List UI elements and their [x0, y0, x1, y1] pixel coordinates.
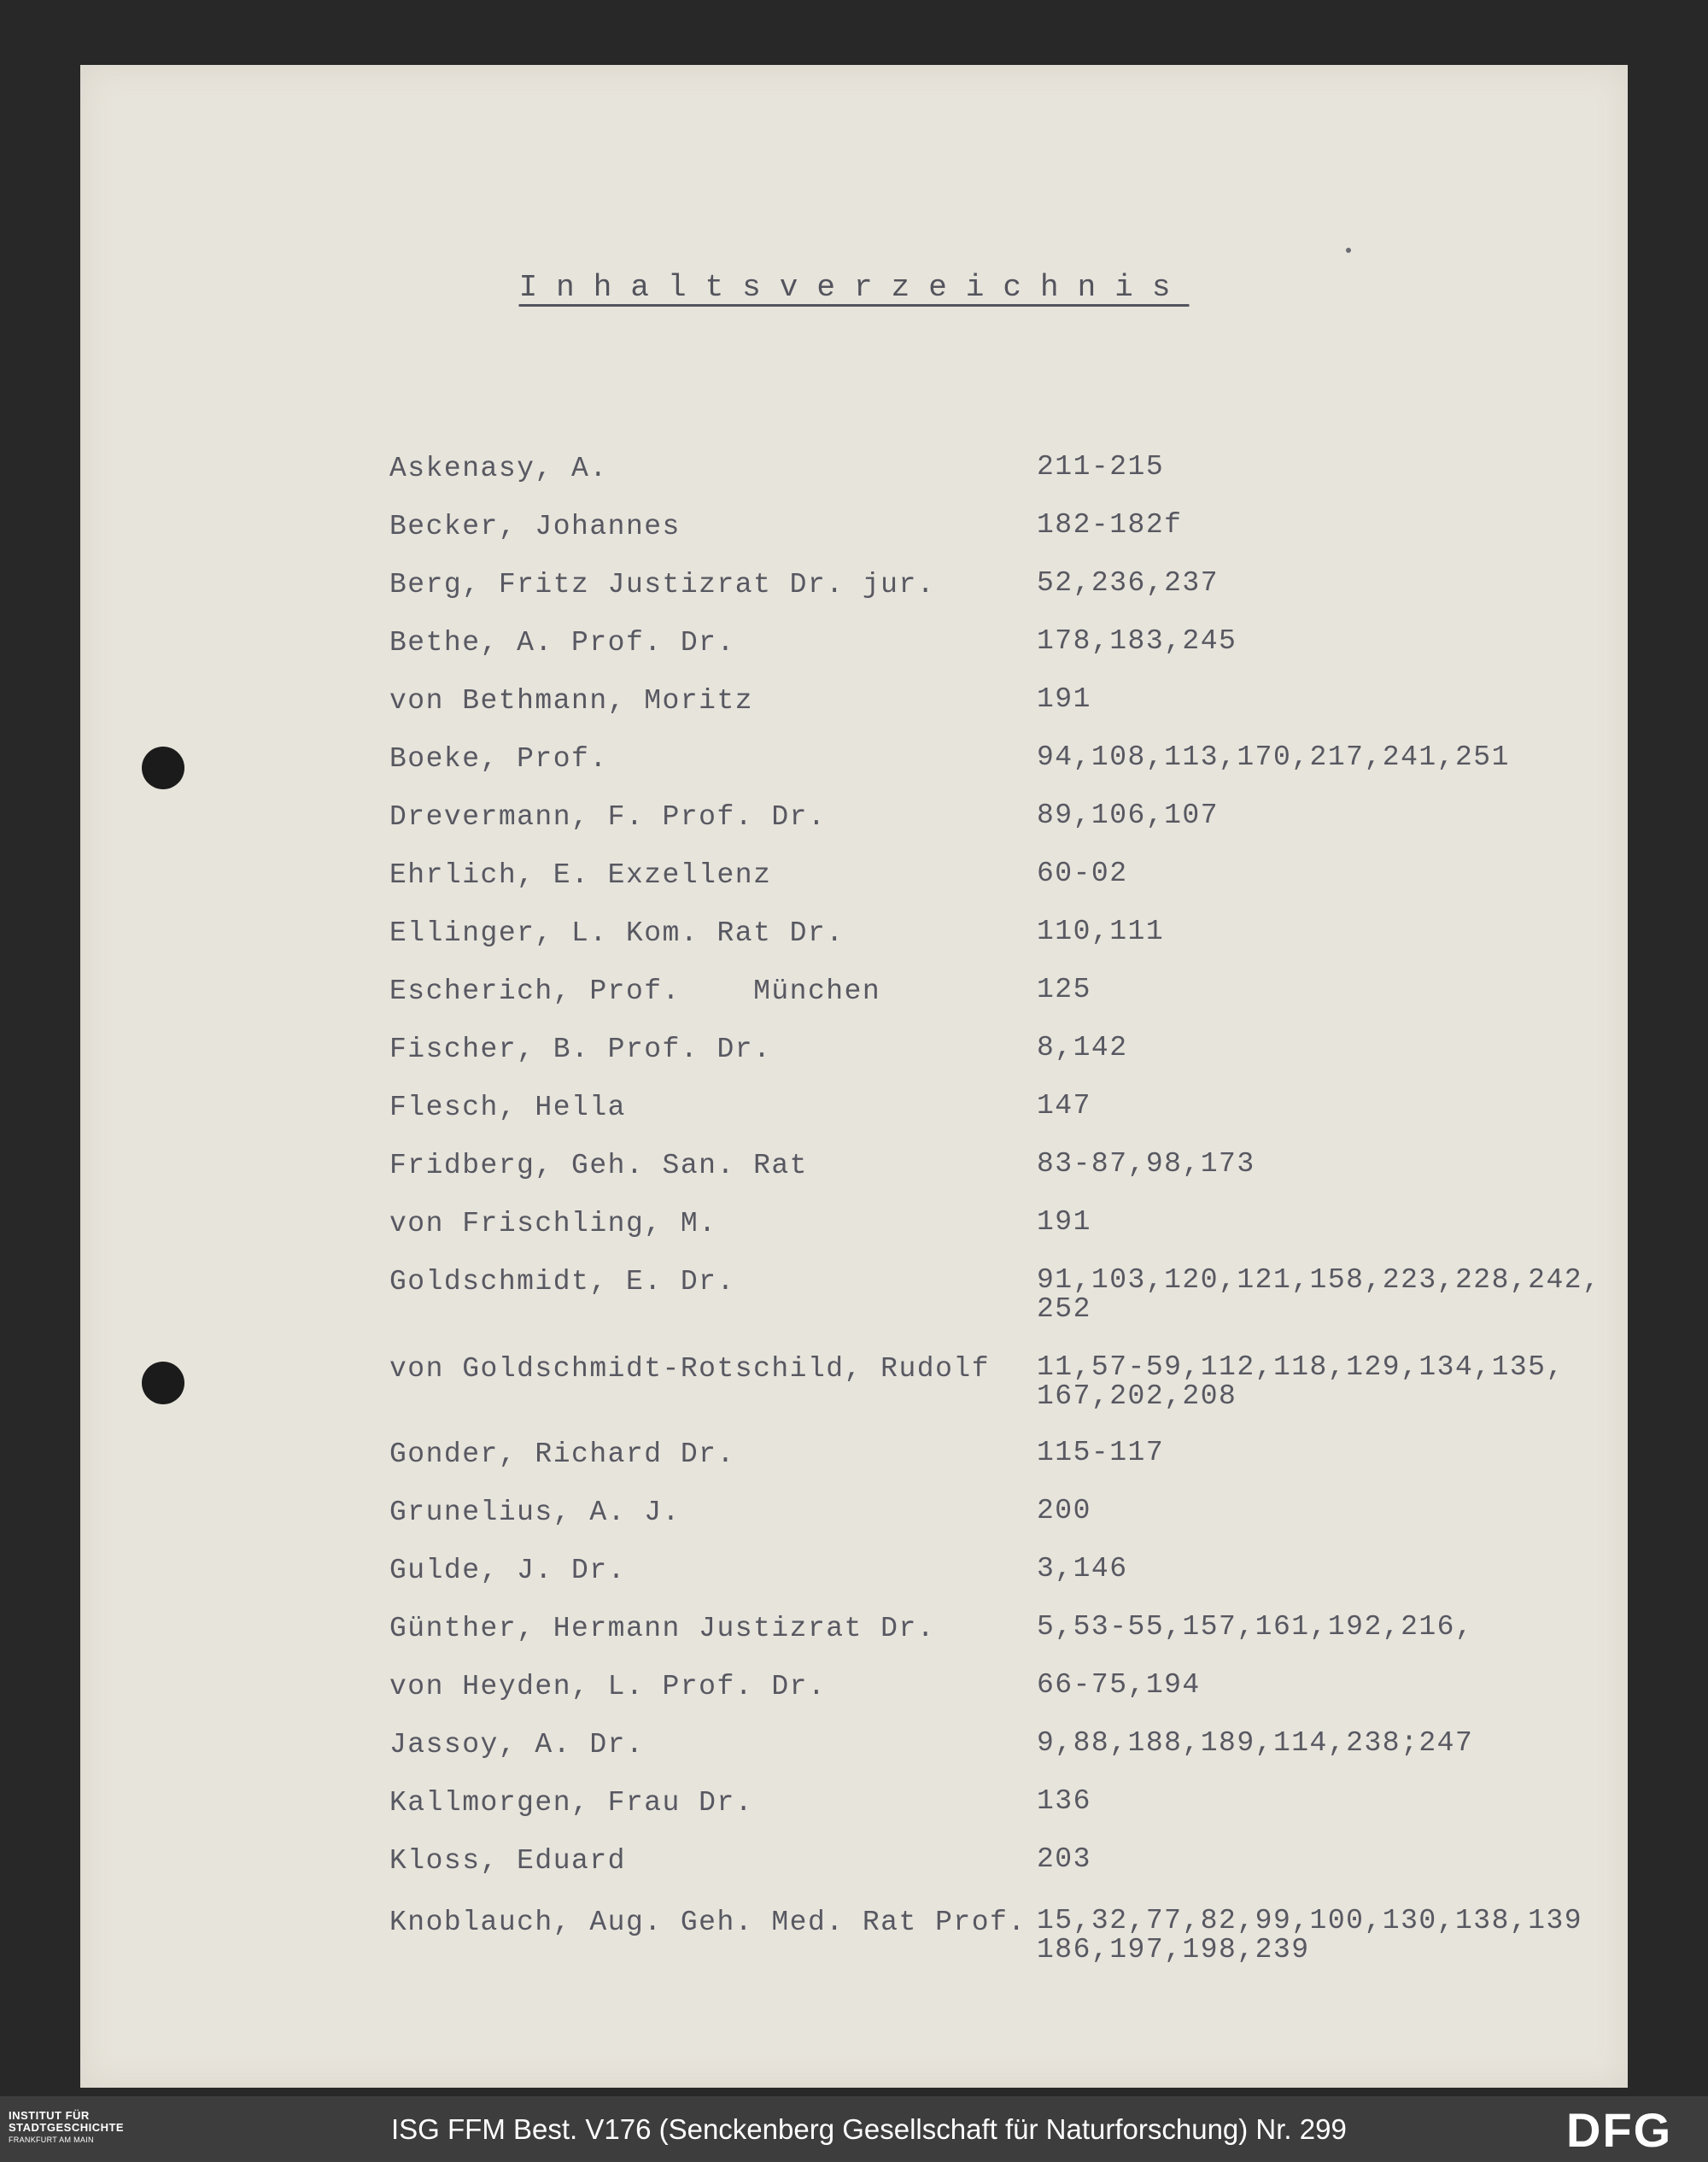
entry-name: Bethe, A. Prof. Dr. — [389, 627, 735, 659]
entry-pages: 11,57-59,112,118,129,134,135, 167,202,208 — [1037, 1351, 1565, 1412]
entry-pages: 178,183,245 — [1037, 625, 1237, 657]
entry-pages: 91,103,120,121,158,223,228,242, 252 — [1037, 1264, 1601, 1325]
entry-name: Ehrlich, E. Exzellenz — [389, 859, 772, 891]
entry-name: von Heyden, L. Prof. Dr. — [389, 1671, 827, 1702]
entry-name: Kallmorgen, Frau Dr. — [389, 1787, 754, 1819]
entry-pages: 191 — [1037, 683, 1091, 715]
entry-pages: 125 — [1037, 974, 1091, 1005]
entry-pages: 115-117 — [1037, 1437, 1165, 1468]
entry-name: Ellinger, L. Kom. Rat Dr. — [389, 917, 845, 949]
entry-name: Kloss, Eduard — [389, 1845, 626, 1877]
entry-name: Berg, Fritz Justizrat Dr. jur. — [389, 569, 936, 601]
logo-line-3: FRANKFURT AM MAIN — [9, 2136, 94, 2144]
institute-logo — [9, 2110, 179, 2146]
entry-name: Askenasy, A. — [389, 453, 608, 484]
entry-pages: 110,111 — [1037, 916, 1165, 947]
entry-pages: 52,236,237 — [1037, 567, 1220, 599]
entry-pages: 203 — [1037, 1843, 1091, 1875]
entry-pages: 15,32,77,82,99,100,130,138,139 186,197,198,239 — [1037, 1905, 1583, 1966]
entry-name: Gonder, Richard Dr. — [389, 1438, 735, 1470]
entry-name: Günther, Hermann Justizrat Dr. — [389, 1613, 936, 1644]
entry-pages: 147 — [1037, 1090, 1091, 1122]
entry-name: Gulde, J. Dr. — [389, 1555, 626, 1586]
entry-name: Grunelius, A. J. — [389, 1497, 681, 1528]
entry-pages: 9,88,188,189,114,238;247 — [1037, 1727, 1474, 1759]
entry-pages: 8,142 — [1037, 1032, 1128, 1063]
entry-pages: 211-215 — [1037, 451, 1165, 483]
entry-name: von Goldschmidt-Rotschild, Rudolf — [389, 1353, 991, 1385]
document-title: Inhaltsverzeichnis — [518, 270, 1190, 305]
entry-pages: 5,53-55,157,161,192,216, — [1037, 1611, 1474, 1643]
entry-pages: 3,146 — [1037, 1553, 1128, 1585]
entry-pages: 94,108,113,170,217,241,251 — [1037, 741, 1510, 773]
entry-pages: 200 — [1037, 1495, 1091, 1526]
entry-name: Fridberg, Geh. San. Rat — [389, 1150, 808, 1181]
entry-name: von Frischling, M. — [389, 1208, 717, 1239]
entry-name: Goldschmidt, E. Dr. — [389, 1266, 735, 1298]
entry-name: Knoblauch, Aug. Geh. Med. Rat Prof. — [389, 1907, 1027, 1938]
entry-name: von Bethmann, Moritz — [389, 685, 754, 717]
document-page — [80, 65, 1628, 2088]
entry-name: Drevermann, F. Prof. Dr. — [389, 801, 827, 833]
logo-line-1: INSTITUT FÜR — [9, 2109, 90, 2122]
entry-pages: 66-75,194 — [1037, 1669, 1201, 1701]
entry-name: Becker, Johannes — [389, 511, 681, 542]
entry-pages: 182-182f — [1037, 509, 1183, 541]
entry-name: Flesch, Hella — [389, 1092, 626, 1123]
dfg-logo: DFG — [1566, 2103, 1673, 2157]
entry-name: Jassoy, A. Dr. — [389, 1729, 645, 1761]
entry-name: Fischer, B. Prof. Dr. — [389, 1034, 772, 1065]
logo-line-2: STADTGESCHICHTE — [9, 2121, 125, 2134]
index-list — [80, 65, 1628, 2088]
entry-pages: 191 — [1037, 1206, 1091, 1238]
archive-caption: ISG FFM Best. V176 (Senckenberg Gesellschaft für Naturforschung) Nr. 299 — [391, 2113, 1347, 2145]
entry-name: Boeke, Prof. — [389, 743, 608, 775]
entry-pages: 60-02 — [1037, 858, 1128, 889]
archive-footer — [0, 2096, 1708, 2162]
entry-pages: 89,106,107 — [1037, 800, 1220, 831]
entry-pages: 136 — [1037, 1785, 1091, 1817]
entry-name: Escherich, Prof. München — [389, 976, 881, 1007]
entry-pages: 83-87,98,173 — [1037, 1148, 1255, 1180]
